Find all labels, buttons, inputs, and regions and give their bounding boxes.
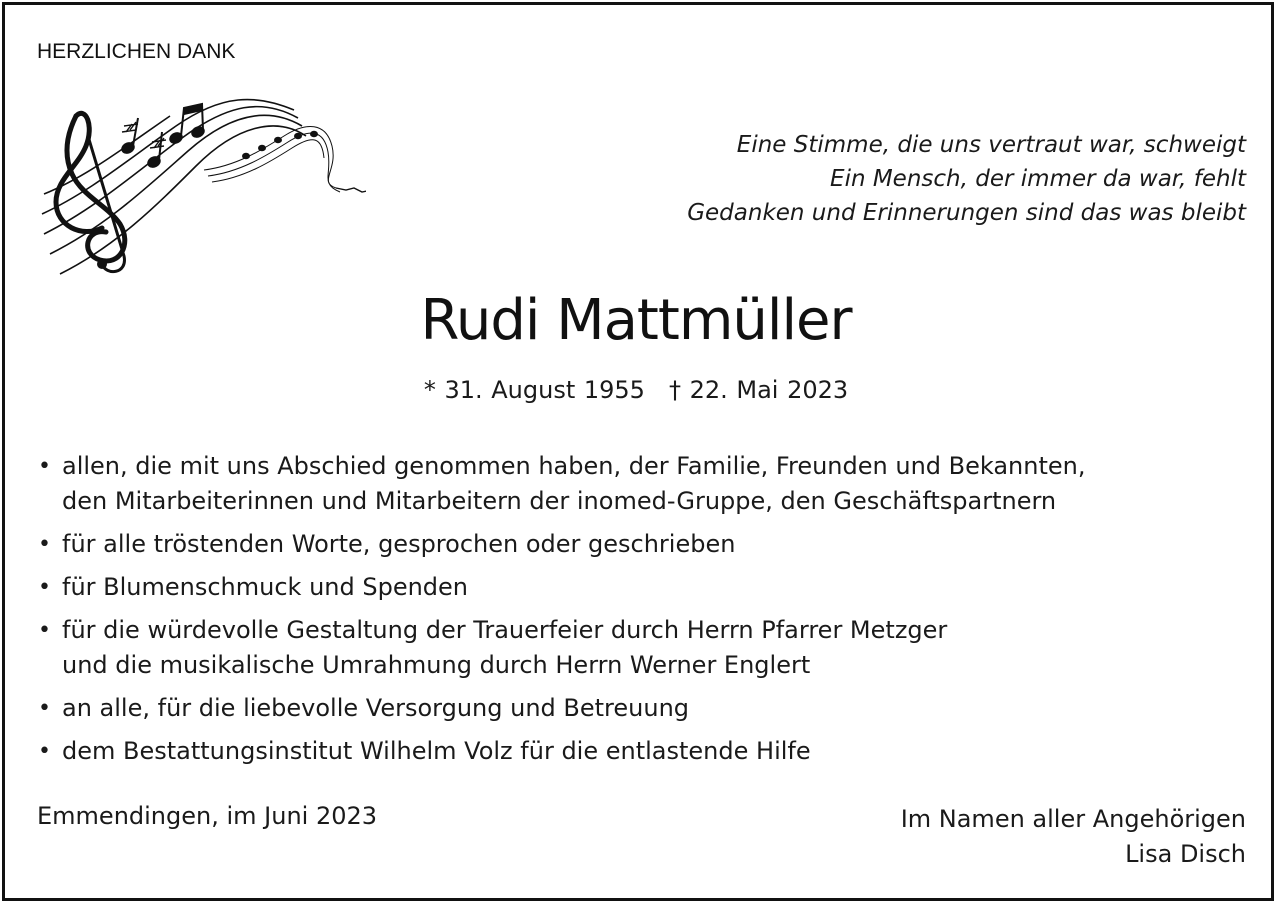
list-item-text: an alle, für die liebevolle Versorgung und Betreuung [62, 694, 690, 722]
poem-line: Gedanken und Erinnerungen sind das was bleibt [687, 200, 1246, 226]
list-item-text: allen, die mit uns Abschied genommen haben, der Familie, Freunden und Bekannten, [62, 452, 1086, 480]
deceased-name: Rudi Mattmüller [420, 288, 852, 353]
list-item [38, 449, 1086, 519]
signature-line: Im Namen aller Angehörigen [900, 805, 1246, 833]
signature-name: Lisa Disch [1125, 840, 1246, 868]
list-item-text: für die würdevolle Gestaltung der Trauerfeier durch Herrn Pfarrer Metzger [62, 616, 948, 644]
list-item-text: den Mitarbeiterinnen und Mitarbeitern der inomed-Gruppe, den Geschäftspartnern [62, 487, 1057, 515]
list-item [38, 734, 1086, 769]
memorial-poem [687, 128, 1246, 230]
notice-heading: HERZLICHEN DANK [37, 40, 236, 63]
list-item [38, 613, 1086, 683]
poem-line: Eine Stimme, die uns vertraut war, schweigt [736, 132, 1246, 158]
bullet-icon: • [38, 696, 51, 721]
bullet-icon: • [38, 575, 51, 600]
bullet-icon: • [38, 739, 51, 764]
bullet-icon: • [38, 454, 51, 479]
life-dates [0, 376, 1272, 404]
death-date: † 22. Mai 2023 [668, 376, 849, 404]
list-item-text: für alle tröstenden Worte, gesprochen oder geschrieben [62, 530, 736, 558]
list-item [38, 691, 1086, 726]
thanks-list [38, 449, 1086, 769]
bullet-icon: • [38, 618, 51, 643]
place-and-date: Emmendingen, im Juni 2023 [37, 802, 378, 830]
music-notes-treble-clef-icon [36, 96, 366, 278]
poem-line: Ein Mensch, der immer da war, fehlt [830, 166, 1246, 192]
list-item [38, 527, 1086, 562]
signature-block [901, 802, 1246, 872]
list-item-text: dem Bestattungsinstitut Wilhelm Volz für die entlastende Hilfe [62, 737, 811, 765]
bullet-icon: • [38, 532, 51, 557]
list-item [38, 570, 1086, 605]
list-item-text: für Blumenschmuck und Spenden [62, 573, 469, 601]
birth-date: * 31. August 1955 [423, 376, 645, 404]
list-item-text: und die musikalische Umrahmung durch Herrn Werner Englert [62, 651, 811, 679]
